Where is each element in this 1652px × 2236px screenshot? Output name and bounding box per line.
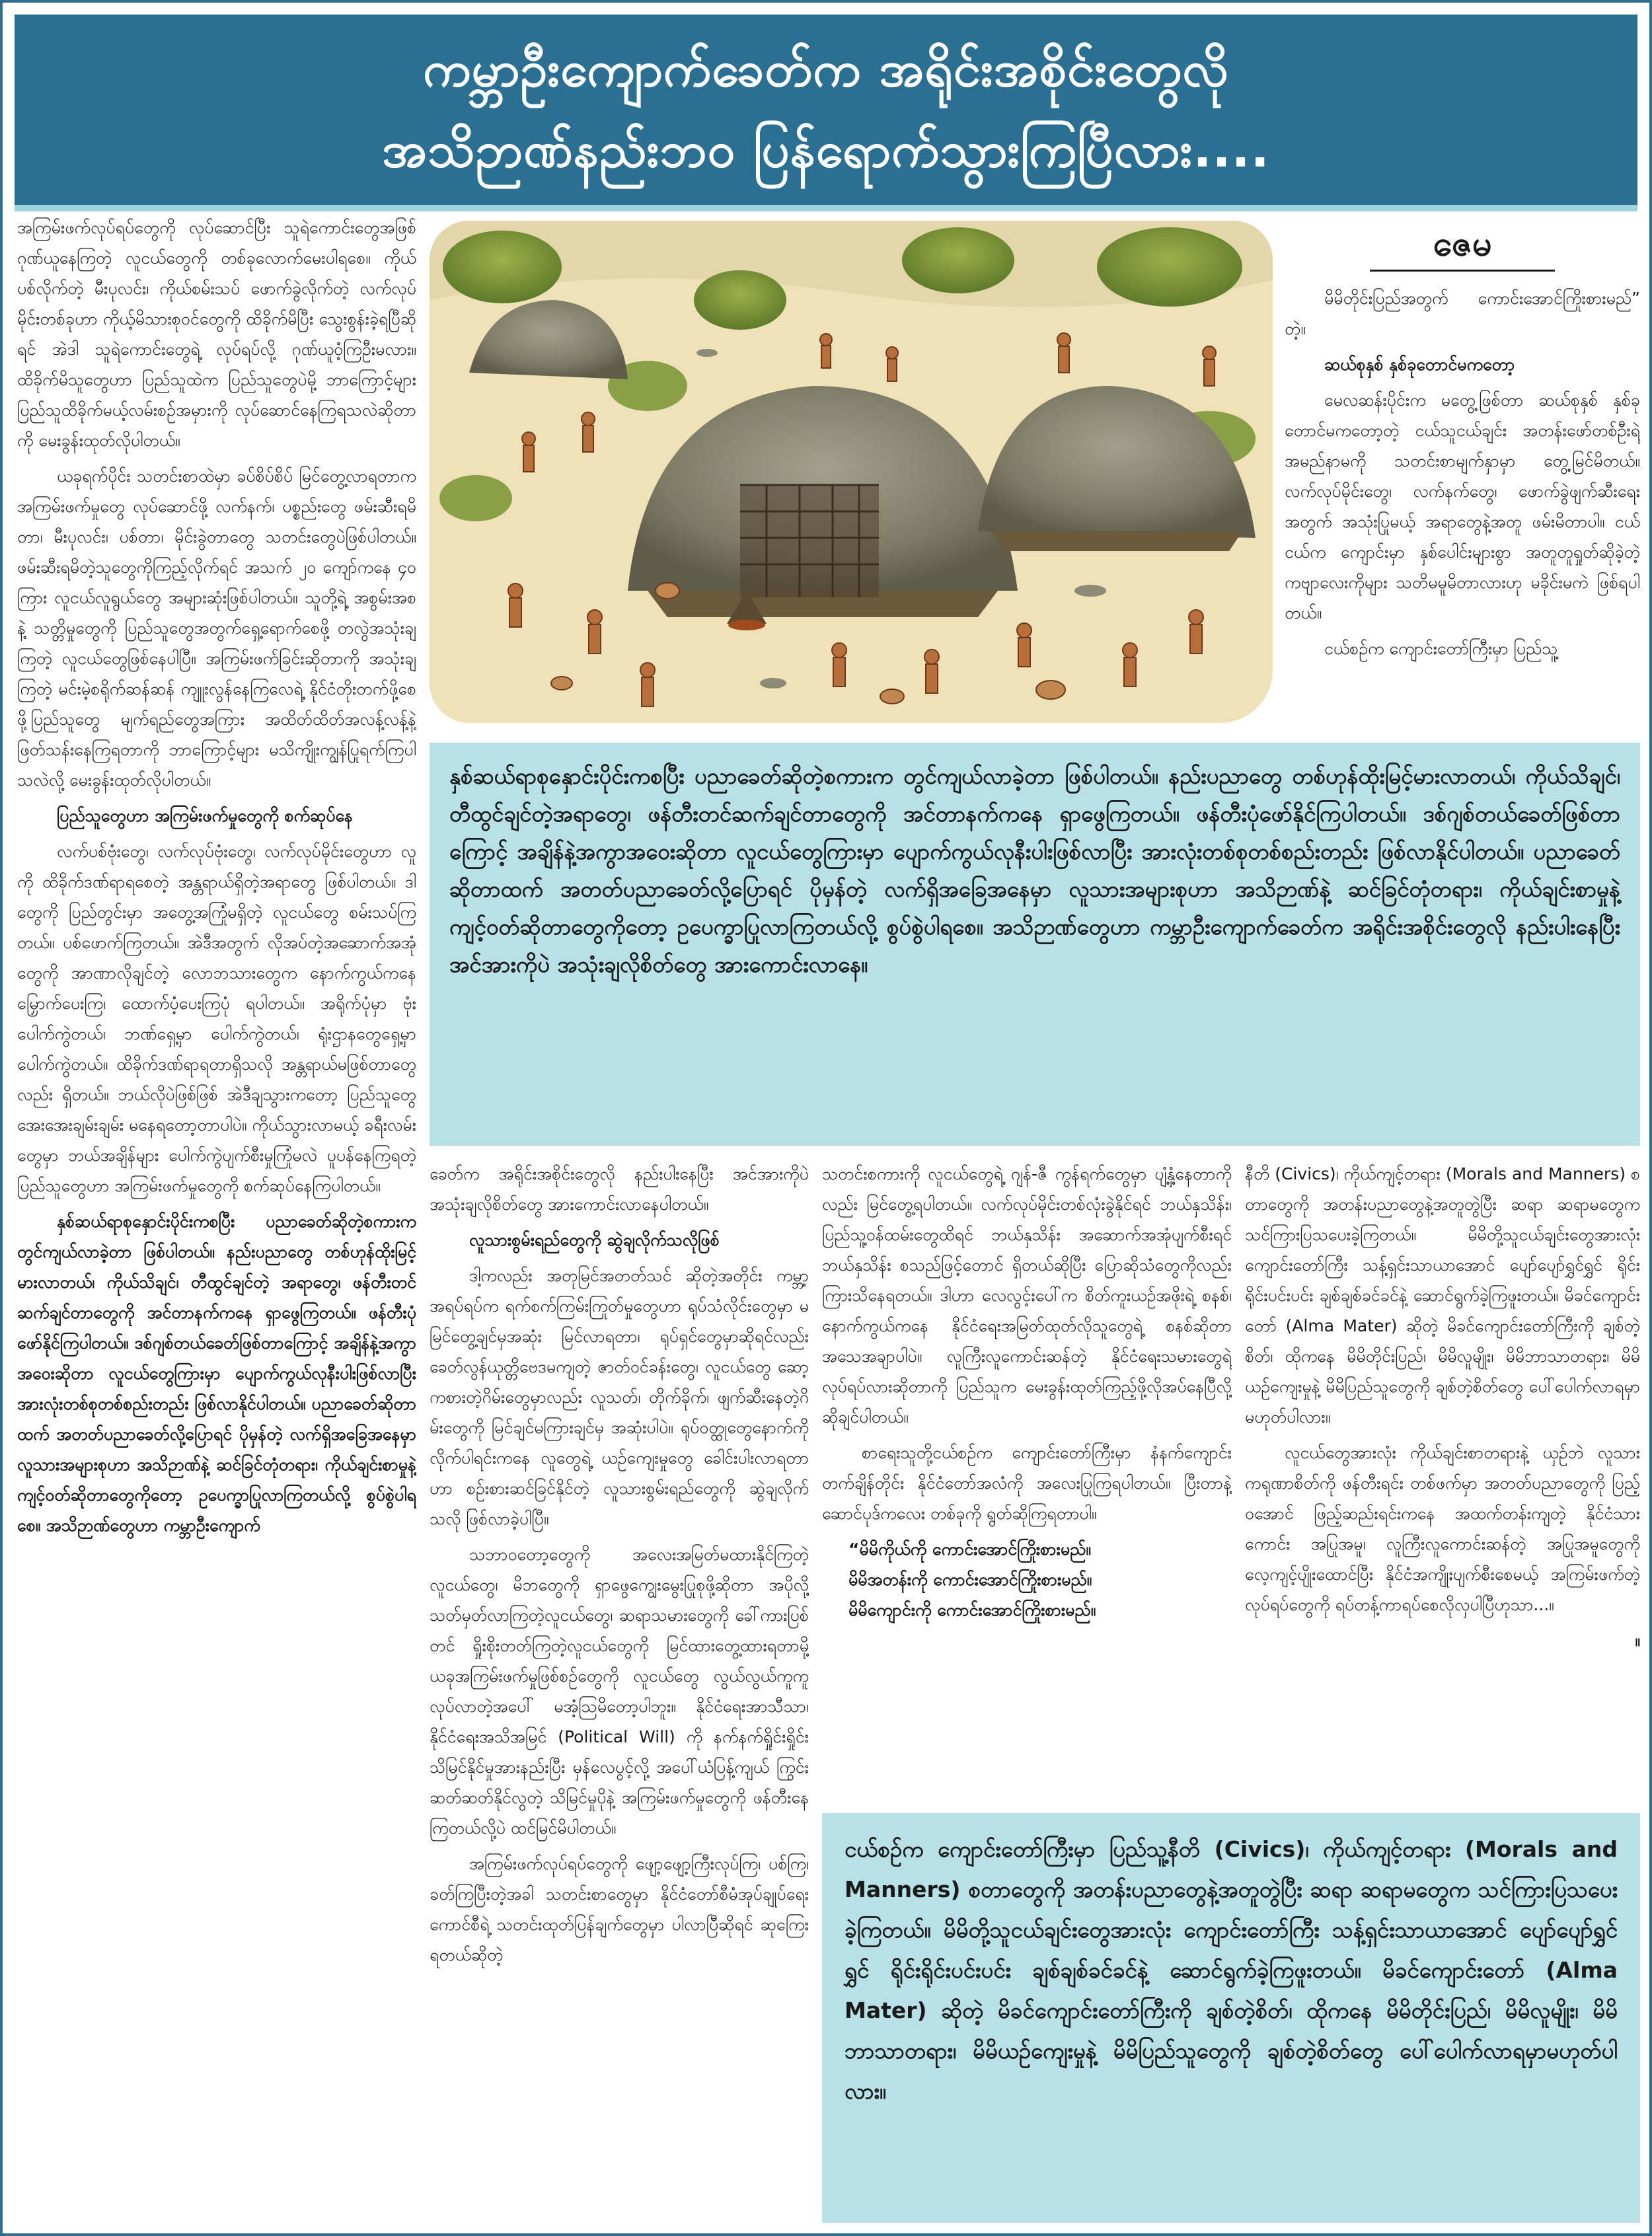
author-byline: ဇေမ <box>1433 224 1492 264</box>
article-column-3 <box>822 1159 1232 1800</box>
paragraph: ခေတ်က အရိုင်းအစိုင်းတွေလို နည်းပါးနေပြီး အင်အားကိုပဲ အသုံးချလိုစိတ်တွေ အားကောင်းလာနေပါတယ်။ <box>430 1164 809 1214</box>
paragraph: လူငယ်တွေအားလုံး ကိုယ်ချင်းစာတရားနဲ့ ယှဉ်ဘဲ လူသားကရုဏာစိတ်ကို ဖန်တီးရင်း တစ်ဖက်မှာ အတတ်ပညာတွေကို ပြည့်ဝအောင် ဖြည့်ဆည်းရင်းကနေ အထက်တန်းကျတဲ့ နိုင်ငံသားကောင်း အပြုအမူ၊ လူကြီးလူကောင်းဆန်တဲ့ အပြုအမူတွေကို လေ့ကျင့်ပျိုးထောင်ပြီး နိုင်ငံအကျိုးပျက်စီးစေမယ့် အကြမ်းဖက်တဲ့လုပ်ရပ်တွေကို ရပ်တန့်ကာရပ်စေလိုလှပါပြီဟုသာ...။ <box>1245 1443 1640 1614</box>
paragraph: မေလဆန်းပိုင်းက မတွေ့ဖြစ်တာ ဆယ်စုနှစ် နှစ်ခုတောင်မကတော့တဲ့ ငယ်သူငယ်ချင်း အတန်းဖော်တစ်ဦးရဲ့ အမည်နာမကို သတင်းစာမျက်နှာမှာ တွေ့မြင်မိတယ်။ လက်လုပ်မိုင်းတွေ၊ လက်နက်တွေ၊ ဖောက်ခွဲဖျက်ဆီးရေးအတွက် အသုံးပြုမယ့် အရာတွေနဲ့အတူ ဖမ်းမိတာပါ။ ငယ်ငယ်က ကျောင်းမှာ နှစ်ပေါင်းများစွာ အတူတူရှုတ်ဆိုခဲ့တဲ့ ကဗျာလေးကိုများ သတိမမူမိတာလားဟု မခိုင်းမကဲ ဖြစ်ရပါတယ်။ <box>1285 391 1640 622</box>
headline-line-1: ကမ္ဘာဦးကျောက်ခေတ်က အရိုင်းအစိုင်းတွေလို <box>423 41 1229 98</box>
paragraph: နီတိ (Civics)၊ ကိုယ်ကျင့်တရား (Morals and Manners) စတာတွေကို အတန်းပညာတွေနဲ့အတူတွဲပြီး ဆရာ ဆရာမတွေက သင်ကြားပြသပေးခဲ့ကြတယ်။ မိမိတို့သူငယ်ချင်းတွေအားလုံး ကျောင်းတော်ကြီး သန့်ရှင်းသာယာအောင် ပျော်ပျော်ရွှင်ရွှင် ရိုင်းရိုင်းပင်းပင်း ချစ်ချစ်ခင်ခင်နဲ့ ဆောင်ရွက်ခဲ့ကြဖူးတယ်။ မိခင်ကျောင်းတော် (Alma Mater) ဆိုတဲ့ မိခင်ကျောင်းတော်ကြီးကို ချစ်တဲ့စိတ်၊ ထိုကနေ မိမိတိုင်းပြည်၊ မိမိလူမျိုး၊ မိမိဘာသာတရား၊ မိမိယဉ်ကျေးမှုနဲ့ မိမိပြည်သူတွေကို ချစ်တဲ့စိတ်တွေ ပေါ်ပေါက်လာရမှာမဟုတ်ပါလား။ <box>1245 1164 1640 1427</box>
pull-quote-1: နှစ်ဆယ်ရာစုနှောင်းပိုင်းကစပြီး ပညာခေတ်ဆိုတဲ့စကားက တွင်ကျယ်လာခဲ့တာ ဖြစ်ပါတယ်။ နည်းပညာတွေ တစ်ဟုန်ထိုးမြင့်မားလာတယ်၊ ကိုယ်သိချင်၊ တီထွင်ချင်တဲ့အရာတွေ၊ ဖန်တီးတင်ဆက်ချင်တာတွေကို အင်တာနက်ကနေ ရှာဖွေကြတယ်။ ဖန်တီးပုံဖော်နိုင်ကြပါတယ်။ ဒစ်ဂျစ်တယ်ခေတ်ဖြစ်တာကြောင့် အချိန်နဲ့အကွာအဝေးဆိုတာ လူငယ်တွေကြားမှာ ပျောက်ကွယ်လုနီးပါးဖြစ်လာပြီး အားလုံးတစ်စုတစ်စည်းတည်း ဖြစ်လာနိုင်ပါတယ်။ ပညာခေတ်ဆိုတာထက် အတတ်ပညာခေတ်လို့ပြောရင် ပိုမှန်တဲ့ လက်ရှိအခြေအနေမှာ လူသားအများစုဟာ အသိဉာဏ်နဲ့ ဆင်ခြင်တုံတရား၊ ကိုယ်ချင်းစာမှုနဲ့ ကျင့်ဝတ်ဆိုတာတွေကိုတော့ ဥပေက္ခာပြုလာကြတယ်လို့ စွပ်စွဲပါရစေ။ အသိဉာဏ်တွေဟာ ကမ္ဘာဦးကျောက်ခေတ်က အရိုင်းအစိုင်းတွေလို နည်းပါးနေပြီး အင်အားကိုပဲ အသုံးချလိုစိတ်တွေ အားကောင်းလာနေ။ <box>430 743 1640 1146</box>
pledge-line-1: “မိမိကိုယ်ကို ကောင်းအောင်ကြိုးစားမည်။ <box>848 1540 1091 1559</box>
village-scene-image <box>430 221 1273 723</box>
subheading: လူသားစွမ်းရည်တွေကို ဆွဲချလိုက်သလိုဖြစ် <box>469 1230 720 1249</box>
paragraph: အကြမ်းဖက်လုပ်ရပ်တွေကို လုပ်ဆောင်ပြီး သူရဲကောင်းတွေအဖြစ် ဂုဏ်ယူနေကြတဲ့ လူငယ်တွေကို တစ်ခုလောက်မေးပါရစေ။ ကိုယ်ပစ်လိုက်တဲ့ မီးပုလင်း၊ ကိုယ်စမ်းသပ် ဖောက်ခွဲလိုက်တဲ့ လက်လုပ်မိုင်းတစ်ခုဟာ ကိုယ့်မိသားစုဝင်တွေကို ထိခိုက်မိပြီး သွေးစွန်းခဲ့ရပြီဆိုရင် အဲဒါ သူရဲကောင်းတွေရဲ့ လုပ်ရပ်လို့ ဂုဏ်ယူဝံ့ကြဦးမလား။ ထိခိုက်မိသူတွေဟာ ပြည်သူထဲက ပြည်သူတွေပဲမို့ ဘာကြောင့်များ ပြည်သူထိခိုက်မယ့်လမ်းစဉ်အမှားကို လုပ်ဆောင်နေကြရသလဲဆိုတာကို မေးခွန်းထုတ်လိုပါတယ်။ <box>17 218 416 450</box>
pledge-line-3: မိမိကျောင်းကို ကောင်းအောင်ကြိုးစားမည်။ <box>848 1600 1096 1620</box>
pledge-line-2: မိမိအတန်းကို ကောင်းအောင်ကြိုးစားမည်။ <box>848 1570 1092 1589</box>
pull-quote-2: ငယ်စဉ်က ကျောင်းတော်ကြီးမှာ ပြည်သူ့နီတိ (Civics)၊ ကိုယ်ကျင့်တရား (Morals and Manners) စတာတွေကို အတန်းပညာတွေနဲ့အတူတွဲပြီး ဆရာ ဆရာမတွေက သင်ကြားပြသပေးခဲ့ကြတယ်။ မိမိတို့သူငယ်ချင်းတွေအားလုံး ကျောင်းတော်ကြီး သန့်ရှင်းသာယာအောင် ပျော်ပျော်ရွှင်ရွှင် ရိုင်းရိုင်းပင်းပင်း ချစ်ချစ်ခင်ခင်နဲ့ ဆောင်ရွက်ခဲ့ကြဖူးတယ်။ မိခင်ကျောင်းတော် (Alma Mater) ဆိုတဲ့ မိခင်ကျောင်းတော်ကြီးကို ချစ်တဲ့စိတ်၊ ထိုကနေ မိမိတိုင်းပြည်၊ မိမိလူမျိုး၊ မိမိဘာသာတရား၊ မိမိယဉ်ကျေးမှုနဲ့ မိမိပြည်သူတွေကို ချစ်တဲ့စိတ်တွေ ပေါ်ပေါက်လာရမှာမဟုတ်ပါလား။ <box>822 1813 1640 2223</box>
paragraph: အကြမ်းဖက်လုပ်ရပ်တွေကို ဖျော့ဖျော့ကြီးလုပ်ကြ၊ ပစ်ကြ၊ ခတ်ကြပြီးတဲ့အခါ သတင်းစာတွေမှာ နိုင်ငံတော်စီမံအုပ်ချုပ်ရေးကောင်စီရဲ့ သတင်းထုတ်ပြန်ချက်တွေမှာ ပါလာပြီဆိုရင် ဆုကြေးရတယ်ဆိုတဲ့ <box>430 1854 809 1964</box>
article-column-1 <box>17 213 416 2228</box>
paragraph: သတင်းစကားကို လူငယ်တွေရဲ့ ဂျန်-ဇီ ကွန်ရက်တွေမှာ ပျံ့နှံ့နေတာကိုလည်း မြင်တွေ့ရပါတယ်။ လက်လုပ်မိုင်းတစ်လုံးခွဲနိုင်ရင် ဘယ်နှသိန်း၊ ပြည်သူ့ဝန်ထမ်းတွေထိရင် ဘယ်နှသိန်း အဆောက်အအုံပျက်စီးရင် ဘယ်နှသိန်း စသည်ဖြင့်တောင် ရှိတယ်ဆိုပြီး ပြောဆိုသံတွေကိုလည်း ကြားသိနေရတယ်။ ဒါဟာ လေလွင့်းပေါ်က စိတ်ကူးယဉ်အဖိုးရဲ့ စနစ်၊ နောက်ကွယ်ကနေ နိုင်ငံရေးအမြတ်ထုတ်လိုသူတွေရဲ့ စနစ်ဆိုတာ အသေအချာပါပဲ။ လူကြီးလူကောင်းဆန်တဲ့ နိုင်ငံရေးသမားတွေရဲ့ လုပ်ရပ်လားဆိုတာကို ပြည်သူက မေးခွန်းထုတ်ကြည့်ဖို့လိုအပ်နေပြီလို့ ဆိုချင်ပါတယ်။ <box>822 1164 1232 1427</box>
subheading: ဆယ်စုနှစ် နှစ်ခုတောင်မကတော့ <box>1324 355 1515 374</box>
paragraph: ငယ်စဉ်က ကျောင်းတော်ကြီးမှာ ပြည်သူ့ <box>1324 639 1558 658</box>
paragraph: လက်ပစ်ဗုံးတွေ၊ လက်လုပ်ဗုံးတွေ၊ လက်လုပ်မိုင်းတွေဟာ လူကို ထိခိုက်ဒဏ်ရာရစေတဲ့ အန္တရာယ်ရှိတဲ့အရာတွေ ဖြစ်ပါတယ်။ ဒါတွေကို ပြည်တွင်းမှာ အတွေ့အကြုံမရှိတဲ့ လူငယ်တွေ စမ်းသပ်ကြတယ်။ ပစ်ဖောက်ကြတယ်။ အဲဒီအတွက် လိုအပ်တဲ့အဆောက်အအုံတွေကို အာဏာလိုချင်တဲ့ လောဘသားတွေက နောက်ကွယ်ကနေ မြှောက်ပေးကြ၊ ထောက်ပံ့ပေးကြပုံ ရပါတယ်။ အရိုက်ပုံမှာ ဗုံးပေါက်ကွဲတယ်၊ ဘဏ်ရှေ့မှာ ပေါက်ကွဲတယ်၊ ရုံးဌာနတွေရှေ့မှာ ပေါက်ကွဲတယ်။ ထိခိုက်ဒဏ်ရာရတာရှိသလို အန္တရာယ်မဖြစ်တာတွေလည်း ရှိတယ်။ ဘယ်လိုပဲဖြစ်ဖြစ် အဲဒီချသွားကတော့ ပြည်သူတွေ အေးအေးချမ်းချမ်း မနေရတော့တာပါပဲ။ ကိုယ်သွားလာမယ့် ခရီးလမ်းတွေမှာ ဘယ်အချိန်များ ပေါက်ကွဲပျက်စီးမှုကြုံမလဲ ပူပန်နေကြရတဲ့ ပြည်သူတွေဟာ အကြမ်းဖက်မှုတွေကို စက်ဆုပ်နေကြပါတယ်။ <box>17 842 416 1195</box>
paragraph: ဒါ့ကလည်း အတုမြင်အတတ်သင် ဆိုတဲ့အတိုင်း ကမ္ဘာ့အရပ်ရပ်က ရက်စက်ကြမ်းကြုတ်မှုတွေဟာ ရုပ်သံလိုင်းတွေမှာ မမြင်တွေ့ချင်မှအဆုံး မြင်လာရတာ၊ ရုပ်ရှင်တွေမှာဆိုရင်လည်း ခေတ်လွန်ယုတ္တိဗေဒမကျတဲ့ ဇာတ်ဝင်ခန်းတွေ၊ လူငယ်တွေ ဆော့ကစားတဲ့ဂိမ်းတွေမှာလည်း လူသတ်၊ တိုက်ခိုက်၊ ဖျက်ဆီးနေတဲ့ဂိမ်းတွေကို မြင်ချင်မကြားချင်မှ အဆုံးပါပဲ။ ရုပ်ဝတ္ထုတွေနောက်ကို လိုက်ပါရင်းကနေ လူတွေရဲ့ ယဉ်ကျေးမှုတွေ ခေါင်းပါးလာရတာဟာ စဉ်းစားဆင်ခြင်နိုင်တဲ့ လူသားစွမ်းရည်တွေကို ဆွဲချလိုက်သလို ဖြစ်လာခဲ့ပါပြီ။ <box>430 1266 809 1528</box>
article-column-4 <box>1245 1159 1640 1800</box>
subheading: ပြည်သူတွေဟာ အကြမ်းဖက်မှုတွေကို စက်ဆုပ်နေ <box>57 806 353 825</box>
byline-underline <box>1370 270 1555 272</box>
paragraph: မိမိတိုင်းပြည်အတွက် ကောင်းအောင်ကြိုးစားမည်” တဲ့။ <box>1285 289 1640 338</box>
article-column-2 <box>430 1159 809 2223</box>
paragraph: စာရေးသူတို့ငယ်စဉ်က ကျောင်းတော်ကြီးမှာ နံနက်ကျောင်းတက်ချိန်တိုင်း နိုင်ငံတော်အလံကို အလေးပြုကြရပါတယ်။ ပြီးတာနဲ့ ဆောင်ပုဒ်ကလေး တစ်ခုကို ရွတ်ဆိုကြရတာပါ။ <box>822 1443 1232 1523</box>
paragraph: ယခုရက်ပိုင်း သတင်းစာထဲမှာ ခပ်စိပ်စိပ် မြင်တွေ့လာရတာက အကြမ်းဖက်မှုတွေ လုပ်ဆောင်ဖို့ လက်နက်၊ ပစ္စည်းတွေ ဖမ်းဆီးရမိတာ၊ မီးပုလင်း၊ ပစ်တာ၊ မိုင်းခွဲတာတွေ သတင်းတွေပဲဖြစ်ပါတယ်။ ဖမ်းဆီးရမိတဲ့သူတွေကိုကြည့်လိုက်ရင် အသက် ၂၀ ကျော်ကနေ ၄၀ ကြား လူငယ်လူရွယ်တွေ အများဆုံးဖြစ်ပါတယ်။ သူတို့ရဲ့ အစွမ်းအစနဲ့ သတ္တိမှုတွေကို ပြည်သူတွေအတွက်ရှေ့ရောက်စေဖို့ တလွဲအသုံးချကြတဲ့ လူငယ်တွေဖြစ်နေပါပြီ။ အကြမ်းဖက်ခြင်းဆိုတာကို အသုံးချကြတဲ့ မင်းမဲ့စရိုက်ဆန်ဆန် ကျူးလွန်နေကြလေရဲ့ နိုင်ငံတိုးတက်ဖို့စေဖို့ပြည်သူတွေ မျက်ရည်တွေအကြား အထိတ်ထိတ်အလန့်လန့်နဲ့ ဖြတ်သန်းနေကြရတာကို ဘာကြောင့်များ မသိကျိုးကျွန်ပြုရက်ကြပါသလဲလို့ မေးခွန်းထုတ်လိုပါတယ်။ <box>17 466 416 790</box>
headline-banner <box>15 15 1637 211</box>
paragraph: သဘာဝတော့တွေကို အလေးအမြတ်မထားနိုင်ကြတဲ့ လူငယ်တွေ၊ မိဘတွေကို ရှာဖွေကျွေးမွေးပြုစုဖို့ဆိုတာ အပိုလို့ သတ်မှတ်လာကြတဲ့လူငယ်တွေ၊ ဆရာသမားတွေကို ခေါ်ကားပြစ်တင် ရှိုးစိုးတတ်ကြတဲ့လူငယ်တွေကို မြင်ထားတွေ့ထားရတာမို့ ယခုအကြမ်းဖက်မှုဖြစ်စဉ်တွေကို လူငယ်တွေ လွယ်လွယ်ကူကူလုပ်လာတဲ့အပေါ် မအံ့သြမိတော့ပါဘူး။ နိုင်ငံရေးအာသီသာ၊ နိုင်ငံရေးအသိအမြင် (Political Will) ကို နက်နက်ရှိုင်းရှိုင်း သိမြင်နိုင်မှုအားနည်းပြီး မှန်လေပွင့်လို့ အပေါ်ယံပြန့်ကျယ် ကြွင်းဆတ်ဆတ်နိုင်လွတဲ့ သိမြင်မှုပိုနဲ့ အကြမ်းဖက်မှုတွေကို ဖန်တီးနေကြတယ်လို့ပဲ ထင်မြင်မိပါတယ်။ <box>430 1545 809 1838</box>
headline-line-2: အသိဉာဏ်နည်းဘ၀ ပြန်ရောက်သွားကြပြီလား.... <box>382 122 1270 178</box>
stone-age-village-illustration <box>430 221 1273 723</box>
article-column-right-top <box>1285 213 1640 735</box>
article-end-mark: ။ <box>1635 1631 1640 1650</box>
paragraph: နှစ်ဆယ်ရာစုနှောင်းပိုင်းကစပြီး ပညာခေတ်ဆိုတဲ့စကားက တွင်ကျယ်လာခဲ့တာ ဖြစ်ပါတယ်။ နည်းပညာတွေ တစ်ဟုန်ထိုးမြင့်မားလာတယ်၊ ကိုယ်သိချင်၊ တီထွင်ချင်တဲ့ အရာတွေ၊ ဖန်တီးတင်ဆက်ချင်တာတွေကို အင်တာနက်ကနေ ရှာဖွေကြတယ်။ ဖန်တီးပုံဖော်နိုင်ကြပါတယ်။ ဒစ်ဂျစ်တယ်ခေတ်ဖြစ်တာကြောင့် အချိန်နဲ့အကွာအဝေးဆိုတာ လူငယ်တွေကြားမှာ ပျောက်ကွယ်လုနီးပါးဖြစ်လာပြီး အားလုံးတစ်စုတစ်စည်းတည်း ဖြစ်လာနိုင်ပါတယ်။ ပညာခေတ်ဆိုတာထက် အတတ်ပညာခေတ်လို့ပြောရင် ပိုမှန်တဲ့ လက်ရှိအခြေအနေမှာ လူသားအများစုဟာ အသိဉာဏ်နဲ့ ဆင်ခြင်တုံတရား၊ ကိုယ်ချင်းစာမှုနဲ့ ကျင့်ဝတ်ဆိုတာတွေကိုတော့ ဥပေက္ခာပြုလာကြတယ်လို့ စွပ်စွဲပါရစေ။ အသိဉာဏ်တွေဟာ ကမ္ဘာဦးကျောက် <box>17 1212 416 1535</box>
